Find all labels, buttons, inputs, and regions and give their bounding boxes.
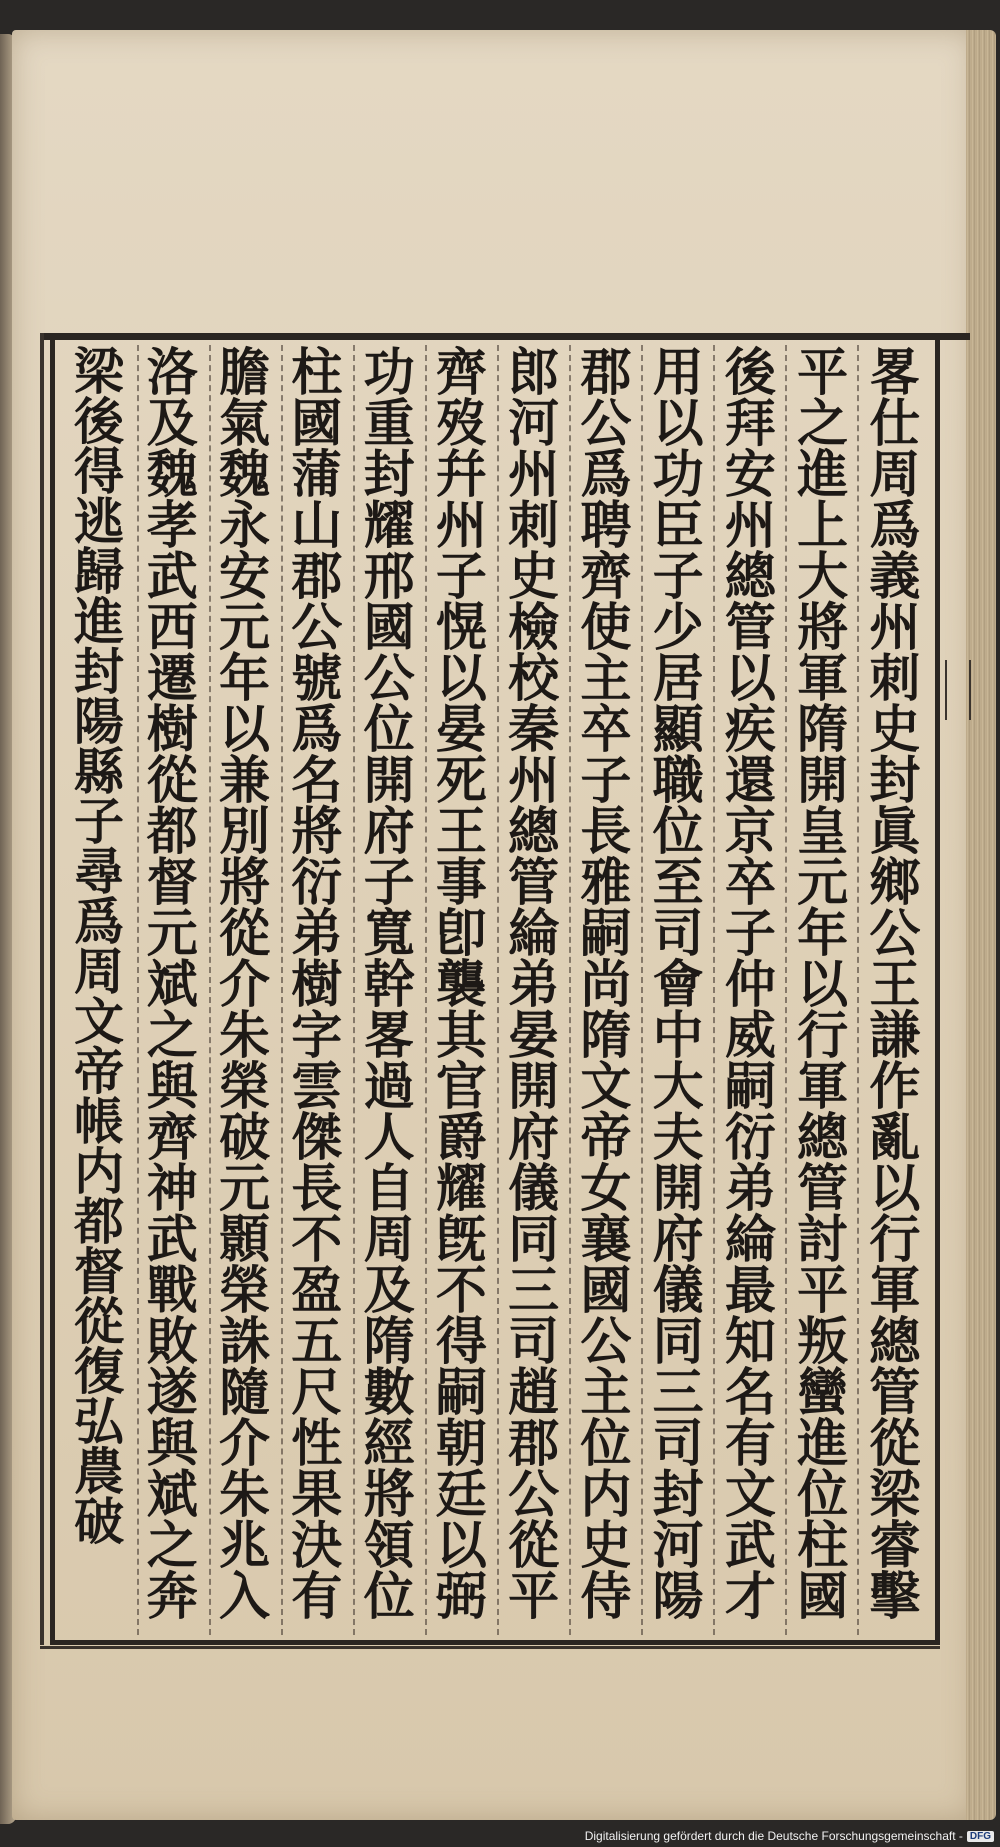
column-text: 郡公爲聘齊使主卒子長雅嗣尚隋文帝女襄國公主位内史侍 — [570, 345, 631, 1620]
digitization-credit — [585, 1829, 994, 1843]
text-column-4 — [638, 345, 708, 1635]
column-text: 膽氣魏永安元年以兼別將從介朱榮破元顥榮誅隨介朱兆入 — [209, 345, 270, 1620]
column-text: 洛及魏孝武西遷樹從都督元斌之與齊神武戰敗遂與斌之奔 — [137, 345, 198, 1620]
text-column-7 — [421, 345, 491, 1635]
credit-text: Digitalisierung gefördert durch die Deutsche Forschungsgemeinschaft - — [584, 1829, 963, 1843]
column-text: 梁後得逃歸進封陽縣子尋爲周文帝帳内都督從復弘農破 — [66, 345, 125, 1545]
column-text: 平之進上大將軍隋開皇元年以行軍總管討平叛蠻進位柱國 — [787, 345, 848, 1620]
column-text: 柱國蒲山郡公號爲名將衍弟樹字雲傑長不盈五尺性果決有 — [281, 345, 342, 1620]
text-column-8 — [349, 345, 419, 1635]
vertical-text-block — [60, 345, 925, 1635]
text-column-12 — [60, 345, 130, 1635]
page-stack-edge — [966, 30, 996, 1820]
text-column-5 — [566, 345, 636, 1635]
dfg-logo: DFG — [967, 1831, 994, 1842]
frame-top-rule — [40, 333, 970, 340]
text-column-1 — [855, 345, 925, 1635]
text-column-11 — [132, 345, 202, 1635]
frame-left-rule — [40, 333, 44, 1645]
text-column-6 — [494, 345, 564, 1635]
column-text: 後拜安州總管以疾還京卒子仲威嗣衍弟綸最知名有文武才 — [715, 345, 776, 1620]
column-text: 用以功臣子少居顯職位至司會中大夫開府儀同三司封河陽 — [643, 345, 704, 1620]
column-text: 郎河州刺史檢校秦州總管綸弟晏開府儀同三司趙郡公從平 — [498, 345, 559, 1620]
frame-bottom-rule — [40, 1646, 940, 1649]
column-text: 畧仕周爲義州刺史封眞鄉公王謙作亂以行軍總管從梁睿擊 — [859, 345, 920, 1620]
column-text: 齊歿幷州子愰以晏死王事卽襲其官爵耀旣不得嗣朝廷以弼 — [426, 345, 487, 1620]
text-column-10 — [205, 345, 275, 1635]
column-text: 功重封耀邢國公位開府子寬幹畧過人自周及隋數經將領位 — [354, 345, 415, 1620]
fish-tail-mark — [945, 660, 971, 720]
text-column-3 — [710, 345, 780, 1635]
text-column-9 — [277, 345, 347, 1635]
text-column-2 — [783, 345, 853, 1635]
